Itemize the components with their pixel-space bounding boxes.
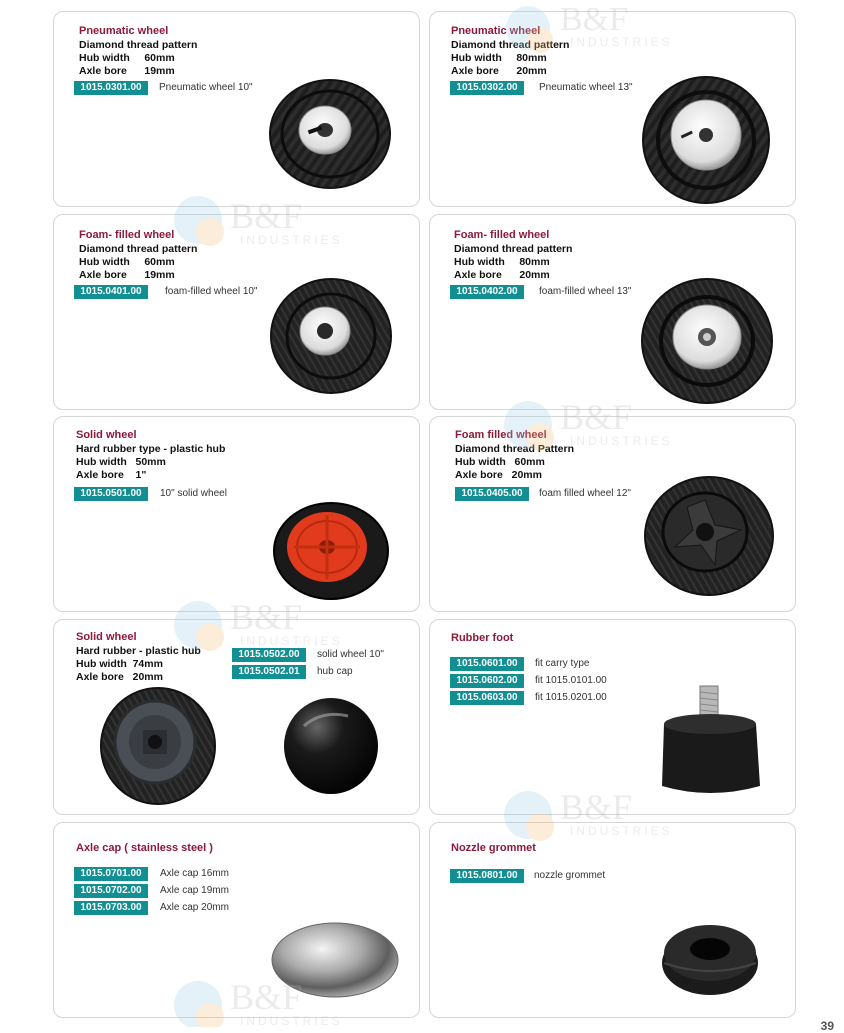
watermark-brand: B&F [560, 787, 633, 827]
watermark-sub: INDUSTRIES [570, 35, 673, 49]
product-code: 1015.0603.00 [450, 691, 524, 705]
product-code: 1015.0502.01 [232, 665, 306, 679]
product-description: foam-filled wheel 13" [539, 286, 632, 297]
card-specs: Diamond thread pattern Hub width 60mm Axle bore 19mm [79, 39, 198, 77]
card-specs: Hard rubber type - plastic hub Hub width 50mm Axle bore 1" [76, 443, 226, 481]
card-specs: Hard rubber - plastic hub Hub width 74mm Axle bore 20mm [76, 645, 201, 683]
watermark-brand: B&F [560, 397, 633, 437]
watermark-brand: B&F [230, 977, 303, 1017]
product-code: 1015.0701.00 [74, 867, 148, 881]
watermark-sub: INDUSTRIES [240, 233, 343, 247]
pneumatic-wheel-image [641, 75, 771, 205]
product-card-rubber-foot [429, 619, 796, 815]
product-card-foam-13 [429, 214, 796, 410]
product-description: foam filled wheel 12" [539, 488, 631, 499]
card-title: Solid wheel [76, 631, 137, 643]
product-code: 1015.0501.00 [74, 487, 148, 501]
product-description: solid wheel 10" [317, 649, 384, 660]
product-code: 1015.0405.00 [455, 487, 529, 501]
product-description: fit 1015.0201.00 [535, 692, 607, 703]
foam-filled-wheel-image [269, 277, 393, 395]
product-code: 1015.0401.00 [74, 285, 148, 299]
card-title: Axle cap ( stainless steel ) [76, 842, 213, 854]
rubber-foot-image [660, 684, 762, 802]
card-specs: Diamond thread pattern Hub width 60mm Axle bore 19mm [79, 243, 198, 281]
product-description: fit 1015.0101.00 [535, 675, 607, 686]
pneumatic-wheel-image [268, 78, 392, 190]
watermark-sub: INDUSTRIES [570, 824, 673, 838]
watermark-sub: INDUSTRIES [240, 1014, 343, 1027]
product-description: Pneumatic wheel 10" [159, 82, 253, 93]
card-title: Foam- filled wheel [454, 229, 550, 241]
product-card-solid-hubcap [53, 619, 420, 815]
foam-filled-wheel-image [640, 277, 774, 405]
product-card-nozzle-grommet [429, 822, 796, 1018]
product-code: 1015.0502.00 [232, 648, 306, 662]
product-card-solid-10 [53, 416, 420, 612]
solid-wheel-image [99, 686, 217, 806]
product-description: Axle cap 16mm [160, 868, 229, 879]
card-specs: Diamond thread Pattern Hub width 60mm Axle bore 20mm [455, 443, 575, 481]
card-title: Solid wheel [76, 429, 137, 441]
product-card-foam-10 [53, 214, 420, 410]
watermark-brand: B&F [230, 597, 303, 637]
card-specs: Diamond thread pattern Hub width 80mm Axle bore 20mm [454, 243, 573, 281]
nozzle-grommet-image [660, 919, 760, 999]
card-title: Foam- filled wheel [79, 229, 175, 241]
product-code: 1015.0602.00 [450, 674, 524, 688]
watermark-sub: INDUSTRIES [240, 634, 343, 648]
solid-wheel-image [272, 501, 390, 601]
product-code: 1015.0801.00 [450, 869, 524, 883]
hub-cap-image [282, 696, 380, 796]
product-description: nozzle grommet [534, 870, 606, 881]
product-description: foam-filled wheel 10" [165, 286, 258, 297]
product-description: Pneumatic wheel 13" [539, 82, 633, 93]
product-description: Axle cap 20mm [160, 902, 229, 913]
product-card-axle-cap [53, 822, 420, 1018]
product-description: Axle cap 19mm [160, 885, 229, 896]
product-card-pneumatic-10 [53, 11, 420, 207]
watermark-sub: INDUSTRIES [570, 434, 673, 448]
product-card-foam-12 [429, 416, 796, 612]
product-code: 1015.0703.00 [74, 901, 148, 915]
card-title: Foam filled wheel [455, 429, 547, 441]
card-title: Pneumatic wheel [79, 25, 169, 37]
axle-cap-image [270, 921, 400, 999]
product-description: fit carry type [535, 658, 590, 669]
foam-filled-wheel-image [643, 475, 775, 597]
card-title: Pneumatic wheel [451, 25, 541, 37]
card-title: Nozzle grommet [451, 842, 536, 854]
product-code: 1015.0301.00 [74, 81, 148, 95]
product-description: 10" solid wheel [160, 488, 227, 499]
product-code: 1015.0302.00 [450, 81, 524, 95]
product-card-pneumatic-13 [429, 11, 796, 207]
watermark-brand: B&F [560, 1, 629, 38]
product-description: hub cap [317, 666, 353, 677]
product-code: 1015.0702.00 [74, 884, 148, 898]
page-number: 39 [820, 1019, 834, 1033]
product-code: 1015.0601.00 [450, 657, 524, 671]
watermark-brand: B&F [230, 196, 303, 236]
card-specs: Diamond thread pattern Hub width 80mm Axle bore 20mm [451, 39, 570, 77]
card-title: Rubber foot [451, 632, 514, 644]
product-code: 1015.0402.00 [450, 285, 524, 299]
